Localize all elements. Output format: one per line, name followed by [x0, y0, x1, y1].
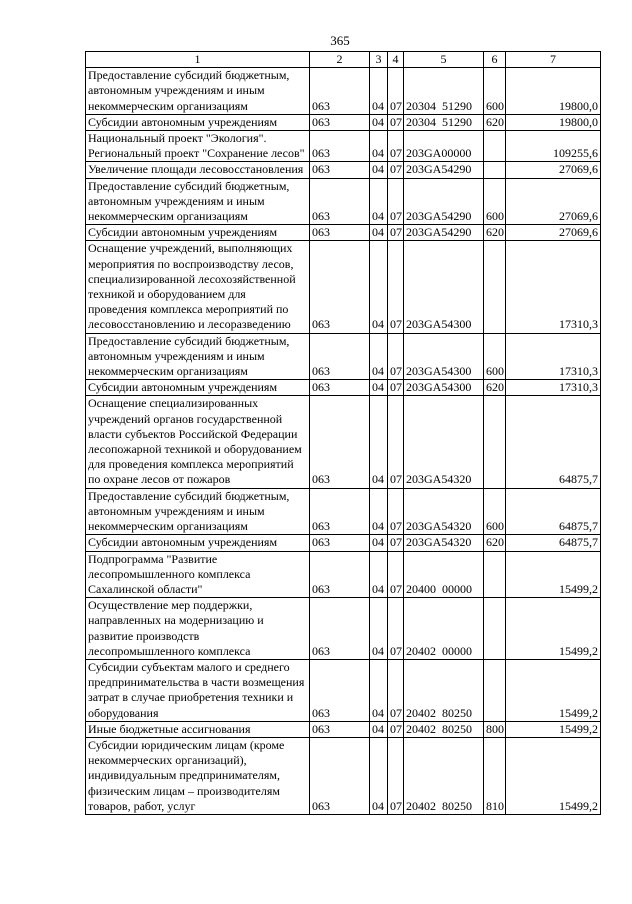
- row-name-cell: Оснащение специализированных учреждений органов государственной власти субъектов Российской Федерации лесопожарной техникой и оборудованием для проведения комплекса мероприятий по охране лесов от пожаров: [86, 396, 310, 488]
- row-name-cell: Субсидии юридическим лицам (кроме некоммерческих организаций), индивидуальным предпринимателям, физическим лицам – производителям товаров, работ, услуг: [86, 737, 310, 814]
- row-amount-cell: 17310,3: [506, 380, 601, 396]
- row-org-code-cell: 063: [310, 162, 370, 178]
- table-row: [86, 380, 601, 396]
- row-expense-type-cell: [484, 241, 506, 333]
- row-expense-type-cell: 600: [484, 488, 506, 535]
- row-subsection-cell: 07: [388, 114, 404, 130]
- header-col-3: 3: [370, 52, 388, 68]
- row-subsection-cell: 07: [388, 333, 404, 380]
- header-col-7: 7: [506, 52, 601, 68]
- row-subsection-cell: 07: [388, 68, 404, 115]
- table-row: [86, 488, 601, 535]
- row-amount-cell: 17310,3: [506, 241, 601, 333]
- row-subsection-cell: 07: [388, 380, 404, 396]
- row-name-cell: Субсидии автономным учреждениям: [86, 114, 310, 130]
- row-subsection-cell: 07: [388, 721, 404, 737]
- row-section-cell: 04: [370, 721, 388, 737]
- row-org-code-cell: 063: [310, 333, 370, 380]
- row-target-item-cell: 203GA00000: [404, 131, 484, 162]
- row-section-cell: 04: [370, 162, 388, 178]
- row-subsection-cell: 07: [388, 488, 404, 535]
- table-row: [86, 68, 601, 115]
- row-name-cell: Увеличение площади лесовосстановления: [86, 162, 310, 178]
- row-target-item-cell: 203GA54320: [404, 535, 484, 551]
- row-subsection-cell: 07: [388, 551, 404, 598]
- table-row: [86, 396, 601, 488]
- row-subsection-cell: 07: [388, 396, 404, 488]
- row-amount-cell: 27069,6: [506, 162, 601, 178]
- row-amount-cell: 15499,2: [506, 737, 601, 814]
- row-amount-cell: 109255,6: [506, 131, 601, 162]
- row-target-item-cell: 203GA54300: [404, 241, 484, 333]
- table-row: [86, 333, 601, 380]
- row-section-cell: 04: [370, 737, 388, 814]
- row-org-code-cell: 063: [310, 131, 370, 162]
- row-org-code-cell: 063: [310, 598, 370, 660]
- table-row: [86, 659, 601, 721]
- table-row: [86, 178, 601, 225]
- row-amount-cell: 64875,7: [506, 396, 601, 488]
- row-amount-cell: 19800,0: [506, 68, 601, 115]
- row-amount-cell: 15499,2: [506, 659, 601, 721]
- row-target-item-cell: 203GA54300: [404, 380, 484, 396]
- row-section-cell: 04: [370, 551, 388, 598]
- header-col-5: 5: [404, 52, 484, 68]
- row-subsection-cell: 07: [388, 737, 404, 814]
- row-amount-cell: 64875,7: [506, 488, 601, 535]
- row-org-code-cell: 063: [310, 68, 370, 115]
- row-target-item-cell: 203GA54320: [404, 488, 484, 535]
- row-amount-cell: 15499,2: [506, 598, 601, 660]
- row-org-code-cell: 063: [310, 396, 370, 488]
- row-amount-cell: 27069,6: [506, 225, 601, 241]
- row-section-cell: 04: [370, 380, 388, 396]
- row-expense-type-cell: 620: [484, 225, 506, 241]
- row-org-code-cell: 063: [310, 241, 370, 333]
- row-expense-type-cell: 620: [484, 114, 506, 130]
- header-col-6: 6: [484, 52, 506, 68]
- row-org-code-cell: 063: [310, 721, 370, 737]
- row-name-cell: Субсидии автономным учреждениям: [86, 225, 310, 241]
- row-org-code-cell: 063: [310, 488, 370, 535]
- row-target-item-cell: 203GA54300: [404, 333, 484, 380]
- row-expense-type-cell: 600: [484, 333, 506, 380]
- row-org-code-cell: 063: [310, 659, 370, 721]
- row-amount-cell: 15499,2: [506, 551, 601, 598]
- row-amount-cell: 19800,0: [506, 114, 601, 130]
- row-expense-type-cell: [484, 551, 506, 598]
- row-expense-type-cell: 800: [484, 721, 506, 737]
- row-subsection-cell: 07: [388, 225, 404, 241]
- row-section-cell: 04: [370, 114, 388, 130]
- row-expense-type-cell: [484, 659, 506, 721]
- row-target-item-cell: 20304 51290: [404, 114, 484, 130]
- row-subsection-cell: 07: [388, 535, 404, 551]
- row-expense-type-cell: 620: [484, 535, 506, 551]
- row-subsection-cell: 07: [388, 178, 404, 225]
- row-org-code-cell: 063: [310, 737, 370, 814]
- budget-table: [85, 51, 601, 815]
- table-row: [86, 131, 601, 162]
- table-row: [86, 598, 601, 660]
- row-org-code-cell: 063: [310, 380, 370, 396]
- row-section-cell: 04: [370, 598, 388, 660]
- row-section-cell: 04: [370, 225, 388, 241]
- row-expense-type-cell: [484, 131, 506, 162]
- row-section-cell: 04: [370, 178, 388, 225]
- row-subsection-cell: 07: [388, 162, 404, 178]
- row-target-item-cell: 203GA54290: [404, 178, 484, 225]
- row-section-cell: 04: [370, 68, 388, 115]
- row-org-code-cell: 063: [310, 225, 370, 241]
- table-row: [86, 721, 601, 737]
- row-section-cell: 04: [370, 396, 388, 488]
- row-expense-type-cell: 600: [484, 178, 506, 225]
- row-subsection-cell: 07: [388, 659, 404, 721]
- table-row: [86, 737, 601, 814]
- row-name-cell: Осуществление мер поддержки, направленных на модернизацию и развитие производств лесопромышленного комплекса: [86, 598, 310, 660]
- row-target-item-cell: 203GA54290: [404, 225, 484, 241]
- table-row: [86, 114, 601, 130]
- row-org-code-cell: 063: [310, 551, 370, 598]
- row-amount-cell: 15499,2: [506, 721, 601, 737]
- row-expense-type-cell: 600: [484, 68, 506, 115]
- row-section-cell: 04: [370, 488, 388, 535]
- row-subsection-cell: 07: [388, 131, 404, 162]
- row-expense-type-cell: [484, 162, 506, 178]
- row-subsection-cell: 07: [388, 598, 404, 660]
- row-target-item-cell: 203GA54290: [404, 162, 484, 178]
- table-row: [86, 241, 601, 333]
- row-name-cell: Субсидии автономным учреждениям: [86, 380, 310, 396]
- row-expense-type-cell: 810: [484, 737, 506, 814]
- row-name-cell: Предоставление субсидий бюджетным, автономным учреждениям и иным некоммерческим организациям: [86, 178, 310, 225]
- table-header-row: [86, 52, 601, 68]
- table-row: [86, 162, 601, 178]
- row-section-cell: 04: [370, 333, 388, 380]
- row-target-item-cell: 20402 80250: [404, 721, 484, 737]
- row-target-item-cell: 203GA54320: [404, 396, 484, 488]
- row-org-code-cell: 063: [310, 535, 370, 551]
- header-col-1: 1: [86, 52, 310, 68]
- page-number: 365: [330, 33, 350, 48]
- row-amount-cell: 27069,6: [506, 178, 601, 225]
- row-name-cell: Субсидии субъектам малого и среднего предпринимательства в части возмещения затрат в случае приобретения техники и оборудования: [86, 659, 310, 721]
- row-section-cell: 04: [370, 535, 388, 551]
- row-section-cell: 04: [370, 241, 388, 333]
- row-org-code-cell: 063: [310, 178, 370, 225]
- row-org-code-cell: 063: [310, 114, 370, 130]
- row-section-cell: 04: [370, 131, 388, 162]
- row-expense-type-cell: [484, 396, 506, 488]
- row-expense-type-cell: [484, 598, 506, 660]
- row-name-cell: Предоставление субсидий бюджетным, автономным учреждениям и иным некоммерческим организациям: [86, 333, 310, 380]
- row-section-cell: 04: [370, 659, 388, 721]
- row-target-item-cell: 20402 80250: [404, 737, 484, 814]
- row-target-item-cell: 20402 80250: [404, 659, 484, 721]
- row-amount-cell: 17310,3: [506, 333, 601, 380]
- row-name-cell: Предоставление субсидий бюджетным, автономным учреждениям и иным некоммерческим организациям: [86, 488, 310, 535]
- row-name-cell: Подпрограмма "Развитие лесопромышленного комплекса Сахалинской области": [86, 551, 310, 598]
- row-name-cell: Предоставление субсидий бюджетным, автономным учреждениям и иным некоммерческим организациям: [86, 68, 310, 115]
- row-target-item-cell: 20400 00000: [404, 551, 484, 598]
- row-name-cell: Национальный проект "Экология". Региональный проект "Сохранение лесов": [86, 131, 310, 162]
- row-name-cell: Оснащение учреждений, выполняющих мероприятия по воспроизводству лесов, специализированной лесохозяйственной техникой и оборудованием для проведения комплекса мероприятий по лесовосстановлению и лесоразведению: [86, 241, 310, 333]
- row-target-item-cell: 20402 00000: [404, 598, 484, 660]
- table-row: [86, 535, 601, 551]
- row-expense-type-cell: 620: [484, 380, 506, 396]
- row-name-cell: Субсидии автономным учреждениям: [86, 535, 310, 551]
- row-subsection-cell: 07: [388, 241, 404, 333]
- row-amount-cell: 64875,7: [506, 535, 601, 551]
- header-col-4: 4: [388, 52, 404, 68]
- table-row: [86, 225, 601, 241]
- table-row: [86, 551, 601, 598]
- row-name-cell: Иные бюджетные ассигнования: [86, 721, 310, 737]
- row-target-item-cell: 20304 51290: [404, 68, 484, 115]
- header-col-2: 2: [310, 52, 370, 68]
